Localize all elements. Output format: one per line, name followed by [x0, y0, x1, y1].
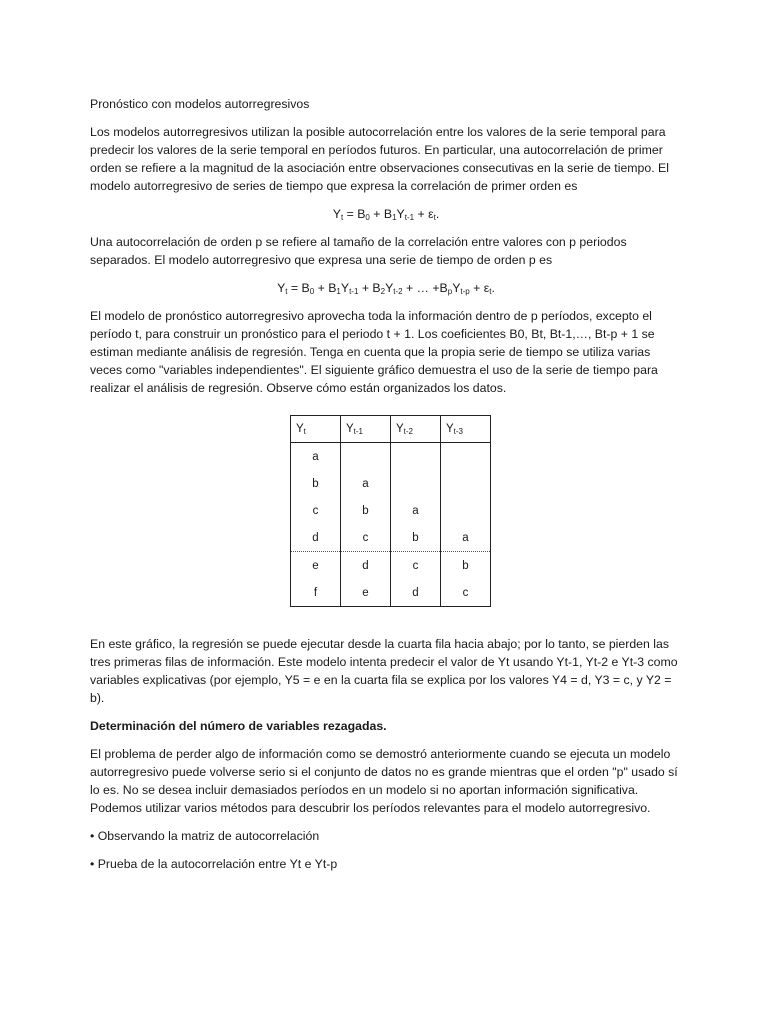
- table-cell: c: [441, 579, 491, 607]
- table-cell: [441, 443, 491, 471]
- table-header-yt-3: $Y_{t-3}$: [441, 416, 491, 443]
- paragraph-lag-problem: El problema de perder algo de información como se demostró anteriormente cuando se ejecuta un modelo autorregresivo puede volverse serio si el conjunto de datos no es grande mientras que el orden "p" usado sí lo es. No se desea incluir demasiados períodos en un modelo si no aportan información significativa. Podemos utilizar varios métodos para descubrir los períodos relevantes para el modelo autorregresivo.: [90, 747, 678, 815]
- table-cell: c: [391, 552, 441, 580]
- table-cell: a: [341, 470, 391, 497]
- table-row: [291, 579, 491, 607]
- table-cell: [341, 443, 391, 471]
- table-cell: d: [291, 524, 341, 552]
- table-cell: f: [291, 579, 341, 607]
- equation-first-order: $Y_t = B_0 + B_1Y_{t-1} + \varepsilon_t$.: [332, 207, 440, 222]
- table-cell: a: [391, 497, 441, 524]
- document-title: Pronóstico con modelos autorregresivos: [90, 97, 310, 111]
- bullet-item: • Prueba de la autocorrelación entre Yt e Yt-p: [90, 857, 338, 871]
- paragraph-order-p: Una autocorrelación de orden p se refiere al tamaño de la correlación entre valores con p periodos separados. El modelo autorregresivo que expresa una serie de tiempo de orden p es: [90, 235, 627, 267]
- table-cell: a: [291, 443, 341, 471]
- table-cell: c: [291, 497, 341, 524]
- paragraph-regression-explained: En este gráfico, la regresión se puede ejecutar desde la cuarta fila hacia abajo; por lo tanto, se pierden las tres primeras filas de información. Este modelo intenta predecir el valor de Yt usando Yt-1, Yt-2 e Yt-3 como variables explicativas (por ejemplo, Y5 = e en la cuarta fila se explica por los valores Y4 = d, Y3 = c, y Y2 = b).: [90, 637, 678, 705]
- lagged-series-table: [290, 415, 491, 607]
- table-cell: [391, 443, 441, 471]
- table-cell: b: [341, 497, 391, 524]
- table-row: [291, 470, 491, 497]
- table-cell: e: [291, 552, 341, 580]
- document-page: [90, 95, 682, 873]
- table-row: [291, 443, 491, 471]
- table-row: [291, 497, 491, 524]
- table-header-yt-1: $Y_{t-1}$: [341, 416, 391, 443]
- table-cell: b: [291, 470, 341, 497]
- table-header-yt: $Y_t$: [291, 416, 341, 443]
- table-header-yt-2: $Y_{t-2}$: [391, 416, 441, 443]
- table-row: [291, 552, 491, 580]
- table-row: [291, 524, 491, 552]
- table-cell: b: [391, 524, 441, 552]
- table-cell: b: [441, 552, 491, 580]
- table-cell: d: [391, 579, 441, 607]
- table-cell: c: [341, 524, 391, 552]
- equation-order-p: $Y_t = B_0 + B_1Y_{t-1} + B_2Y_{t-2}$ + … $+B_pY_{t-p} + \varepsilon_t$.: [277, 281, 495, 296]
- table-cell: [441, 497, 491, 524]
- table-cell: d: [341, 552, 391, 580]
- table-cell: a: [441, 524, 491, 552]
- table-cell: [441, 470, 491, 497]
- table-cell: [391, 470, 441, 497]
- paragraph-forecast-model: El modelo de pronóstico autorregresivo aprovecha toda la información dentro de p períodos, excepto el período t, para construir un pronóstico para el periodo t + 1. Los coeficientes B0, Bt, Bt-1,…, Bt-p + 1 se estiman mediante análisis de regresión. Tenga en cuenta que la propia serie de tiempo se utiliza varias veces como "variables independientes". El siguiente gráfico demuestra el uso de la serie de tiempo para realizar el análisis de regresión. Observe cómo están organizados los datos.: [90, 309, 658, 395]
- table-cell: e: [341, 579, 391, 607]
- bullet-item: • Observando la matriz de autocorrelación: [90, 829, 320, 843]
- table-header-row: [291, 416, 491, 443]
- paragraph-intro: Los modelos autorregresivos utilizan la posible autocorrelación entre los valores de la serie temporal para predecir los valores de la serie temporal en períodos futuros. En particular, una autocorrelación de primer orden se refiere a la magnitud de la asociación entre observaciones consecutivas en la serie de tiempo. El modelo autorregresivo de series de tiempo que expresa la correlación de primer orden es: [90, 125, 669, 193]
- section-heading-lag-count: Determinación del número de variables rezagadas.: [90, 719, 387, 733]
